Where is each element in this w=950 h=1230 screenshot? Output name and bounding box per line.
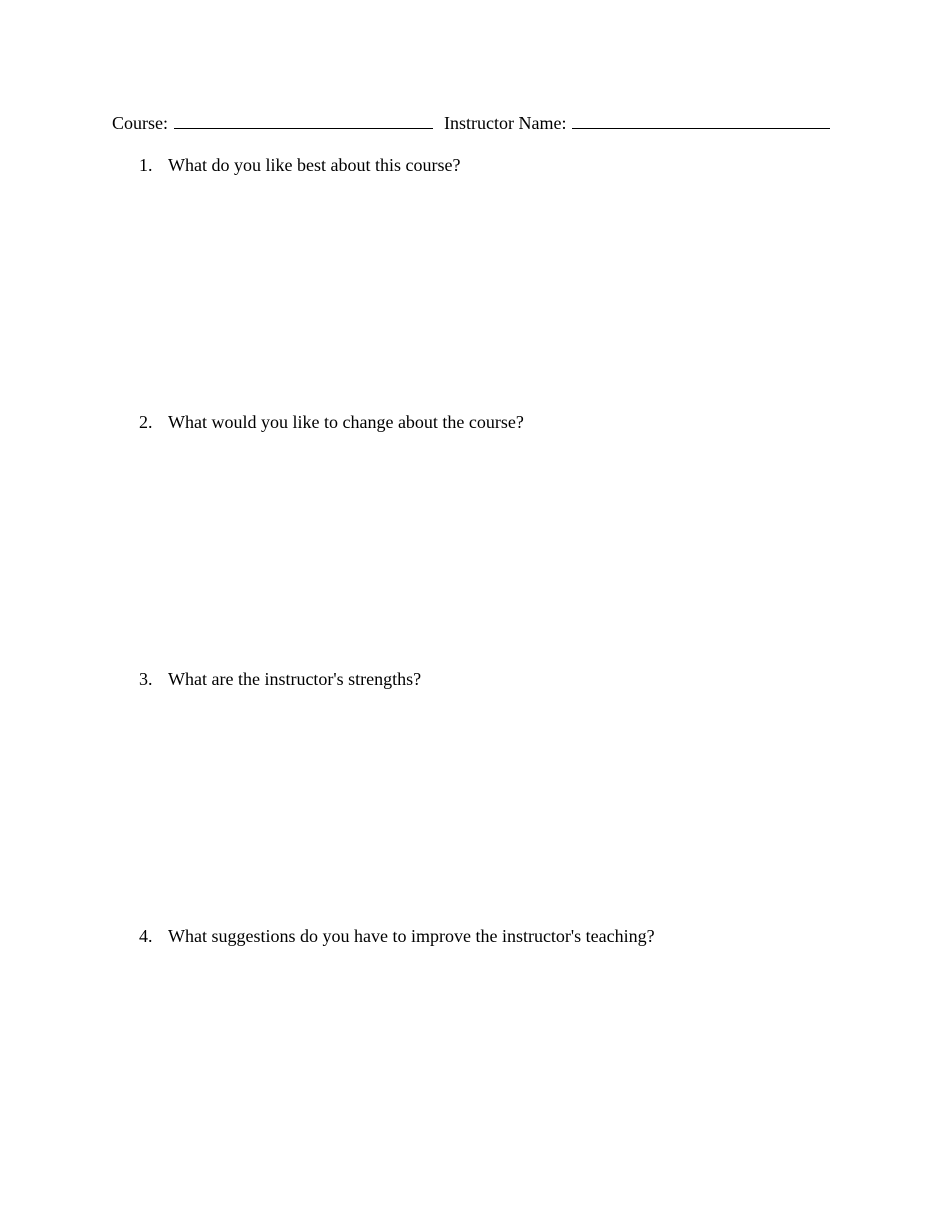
question-3 (139, 667, 421, 691)
instructor-name-blank-line[interactable] (572, 110, 830, 129)
question-text: What are the instructor's strengths? (168, 669, 422, 689)
question-number: 3. (139, 669, 153, 689)
question-2 (139, 410, 524, 434)
instructor-name-label: Instructor Name: (444, 113, 567, 133)
form-header (112, 110, 830, 135)
question-text: What would you like to change about the course? (168, 412, 524, 432)
question-text: What do you like best about this course? (168, 155, 461, 175)
question-number: 4. (139, 926, 153, 946)
question-1 (139, 153, 460, 177)
question-number: 2. (139, 412, 153, 432)
question-text: What suggestions do you have to improve the instructor's teaching? (168, 926, 655, 946)
question-4 (139, 924, 655, 948)
course-label: Course: (112, 113, 168, 133)
course-blank-line[interactable] (174, 110, 433, 129)
question-number: 1. (139, 155, 153, 175)
